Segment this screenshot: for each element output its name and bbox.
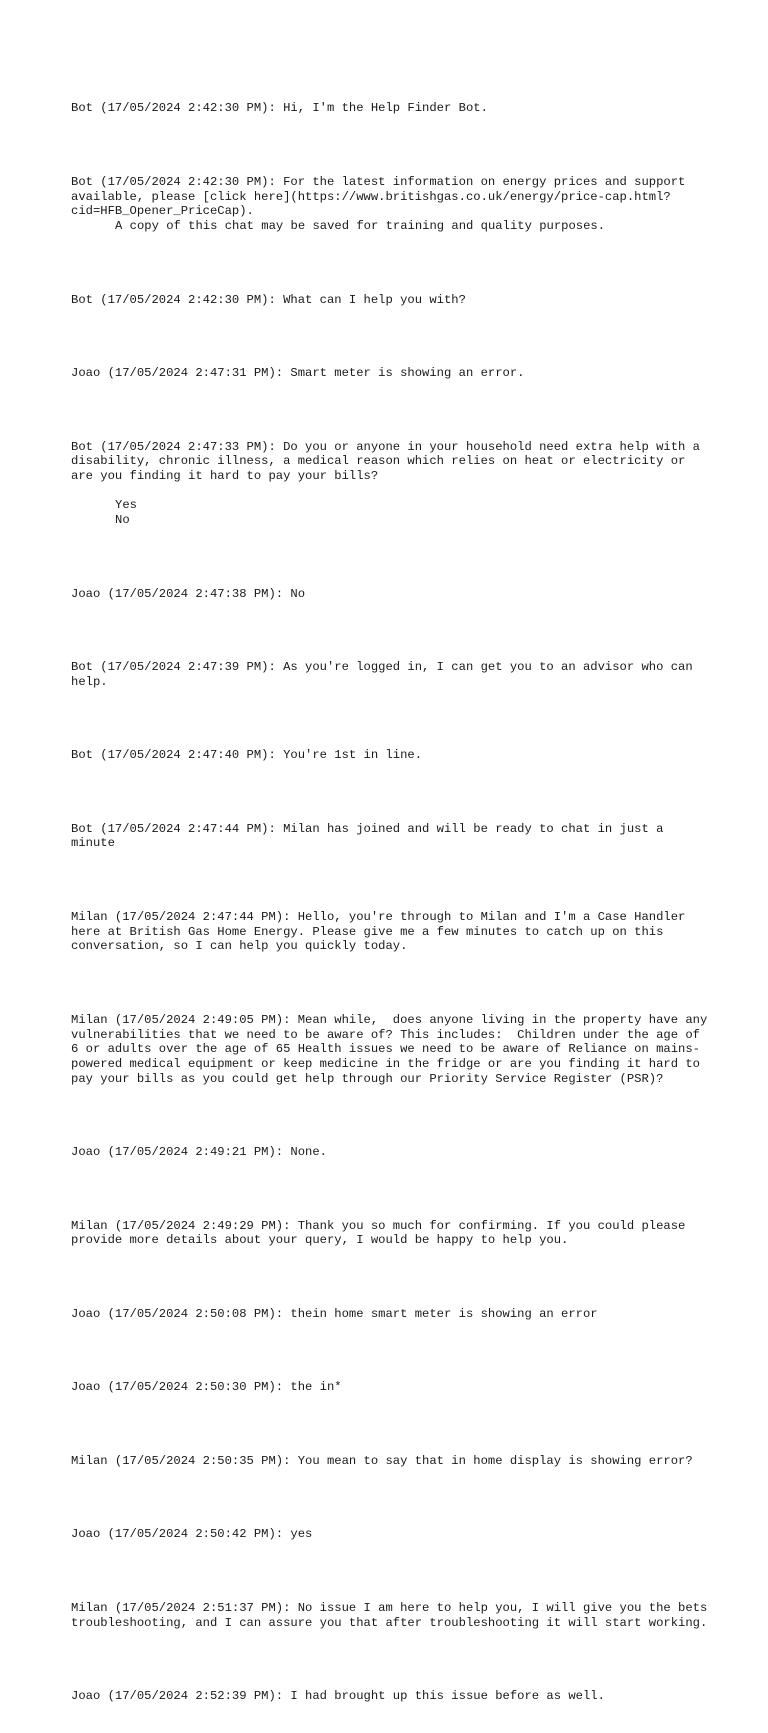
option-yes: Yes [115, 498, 137, 513]
message-joao-details [71, 1307, 711, 1322]
message-text: Bot (17/05/2024 2:47:39 PM): As you're logged in, I can get you to an advisor who can help. [71, 660, 700, 689]
message-text: Bot (17/05/2024 2:47:33 PM): Do you or anyone in your household need extra help with a disability, chronic illness, a medical reason which relies on heat or electricity or are you finding it hard to pay your bills? [71, 439, 708, 483]
message-joao-previous-issue [71, 1689, 711, 1704]
message-joao-none [71, 1145, 711, 1160]
message-text: Bot (17/05/2024 2:47:40 PM): You're 1st in line. [71, 748, 423, 763]
message-text: Milan (17/05/2024 2:49:29 PM): Thank you so much for confirming. If you could please provide more details about your query, I would be happy to help you. [71, 1218, 693, 1248]
message-note: A copy of this chat may be saved for training and quality purposes. [115, 219, 606, 234]
message-joao-yes [71, 1527, 711, 1542]
spacer [71, 484, 711, 499]
message-text: Joao (17/05/2024 2:50:42 PM): yes [71, 1527, 313, 1542]
message-text: Bot (17/05/2024 2:42:30 PM): For the latest information on energy prices and support available, please [click here](https://www.britishgas.co.uk/energy/price-cap.html?cid=HFB_Opener_PriceCap). [71, 174, 693, 219]
message-text: Joao (17/05/2024 2:47:38 PM): No [71, 586, 306, 601]
message-bot-advisor [71, 660, 711, 689]
message-joao-correction [71, 1380, 711, 1395]
message-text: Joao (17/05/2024 2:50:30 PM): the in* [71, 1380, 342, 1395]
message-milan-thanks [71, 1219, 711, 1248]
message-text: Joao (17/05/2024 2:50:08 PM): thein home smart meter is showing an error [71, 1306, 598, 1321]
chat-transcript [71, 72, 715, 1733]
message-bot-greeting [71, 101, 711, 116]
option-no: No [115, 513, 130, 528]
message-milan-clarify [71, 1454, 711, 1469]
message-text: Milan (17/05/2024 2:51:37 PM): No issue I am here to help you, I will give you the bets troubleshooting, and I can assure you that after troubleshooting it will start working. [71, 1600, 715, 1630]
message-bot-vulnerability-question [71, 440, 711, 528]
message-joao-issue [71, 366, 711, 381]
message-text: Joao (17/05/2024 2:49:21 PM): None. [71, 1145, 327, 1160]
message-text: Milan (17/05/2024 2:49:05 PM): Mean while, does anyone living in the property have any vulnerabilities that we need to be aware of? This includes: Children under the age of 6 or adults over the age of 65 Health issues we need to be aware of Reliance on mains-powered medical equipment or keep medicine in the fridge or are you finding it hard to pay your bills as you could get help through our Priority Service Register (PSR)? [71, 1012, 715, 1086]
message-text: Joao (17/05/2024 2:47:31 PM): Smart meter is showing an error. [71, 366, 525, 381]
message-bot-help-prompt [71, 293, 711, 308]
message-text: Bot (17/05/2024 2:42:30 PM): Hi, I'm the Help Finder Bot. [71, 101, 488, 116]
message-joao-no [71, 587, 711, 602]
message-text: Milan (17/05/2024 2:50:35 PM): You mean to say that in home display is showing error? [71, 1453, 693, 1468]
message-bot-price-info [71, 175, 711, 234]
message-bot-queue [71, 748, 711, 763]
message-text: Bot (17/05/2024 2:47:44 PM): Milan has joined and will be ready to chat in just a minute [71, 821, 671, 851]
message-text: Milan (17/05/2024 2:47:44 PM): Hello, you're through to Milan and I'm a Case Handler here at British Gas Home Energy. Please give me a few minutes to catch up on this conversation, so I can help you quickly today. [71, 909, 693, 954]
message-text: Joao (17/05/2024 2:52:39 PM): I had brought up this issue before as well. [71, 1689, 605, 1704]
message-bot-milan-joined [71, 822, 711, 851]
message-text: Bot (17/05/2024 2:42:30 PM): What can I help you with? [71, 292, 466, 307]
message-milan-troubleshooting [71, 1600, 715, 1630]
message-milan-hello [71, 910, 711, 954]
